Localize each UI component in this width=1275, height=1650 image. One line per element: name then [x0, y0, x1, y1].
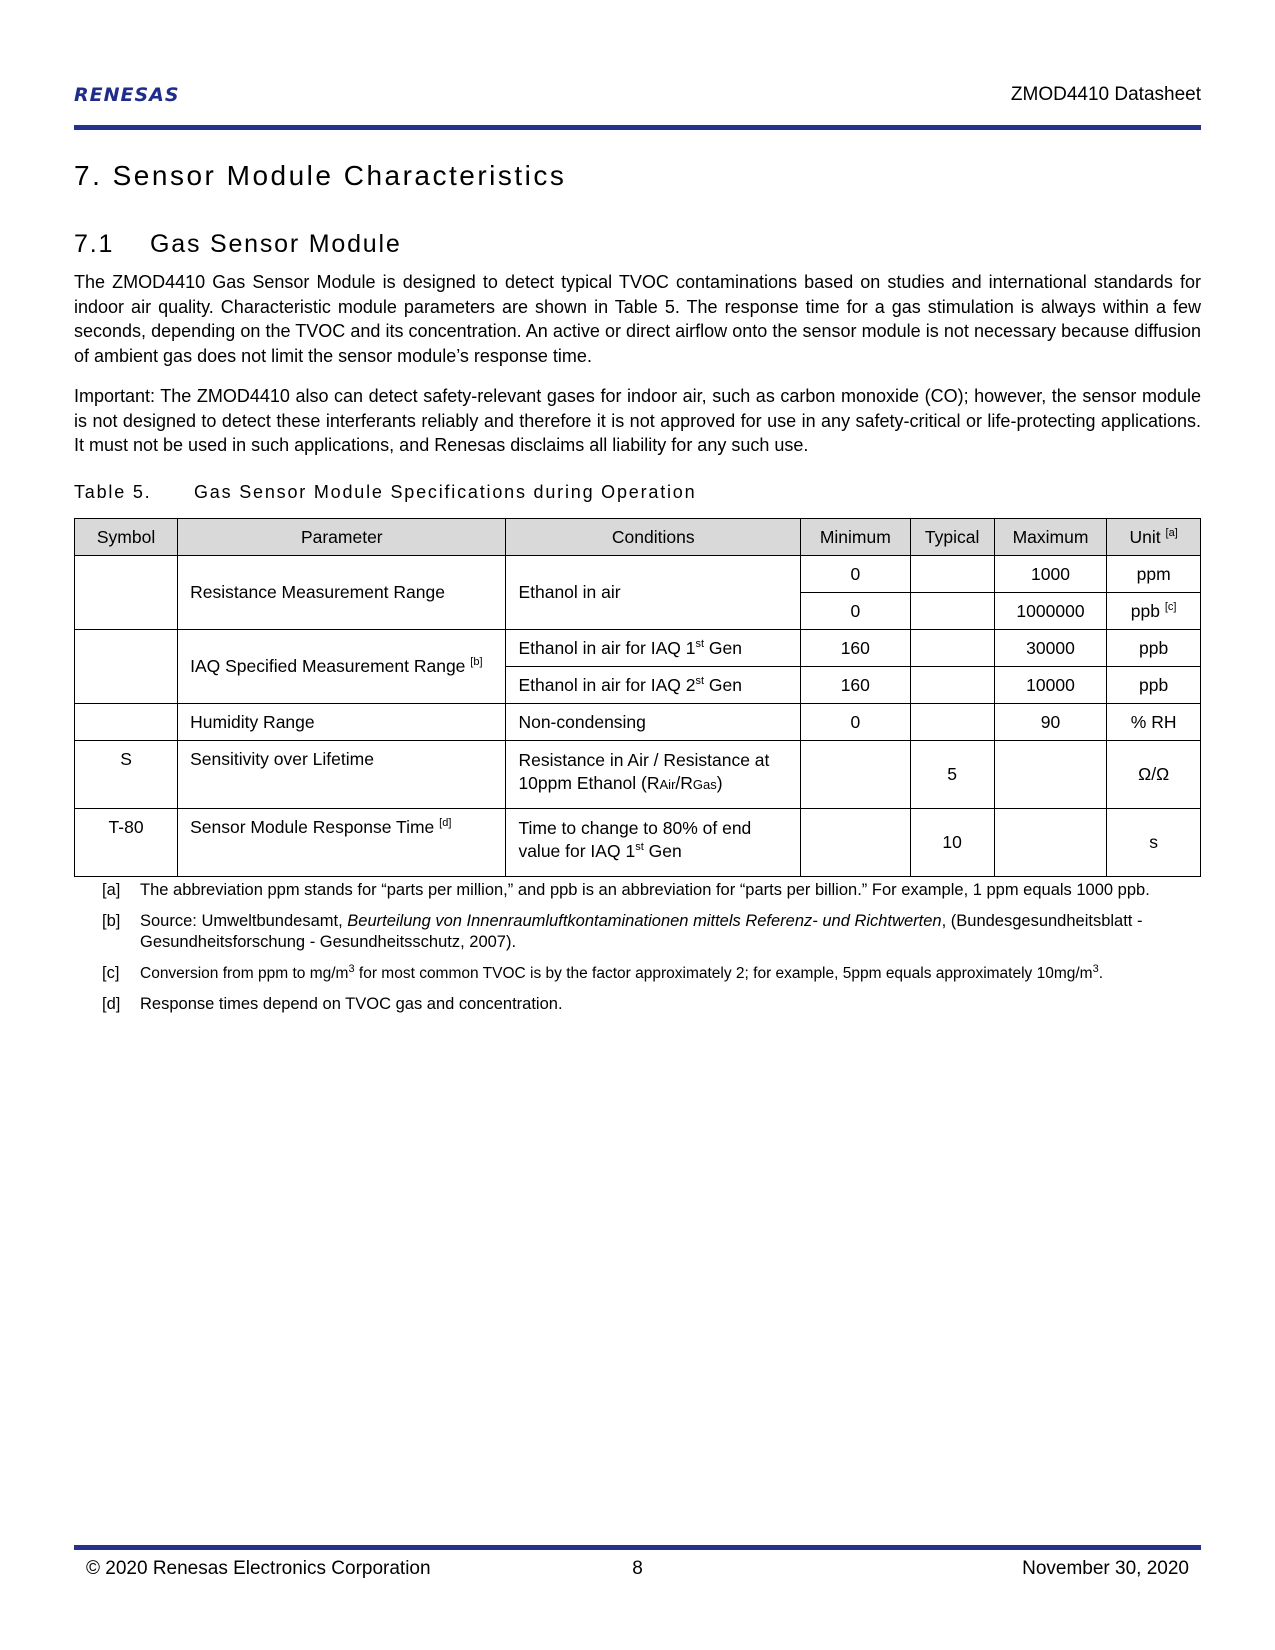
cell-maximum: 1000	[994, 556, 1107, 593]
important-paragraph: Important: The ZMOD4410 also can detect safety-relevant gases for indoor air, such as carbon monoxide (CO); however, the sensor module is not designed to detect these interferants reliably and therefore it is not approved for use in any safety-critical or life-protecting applications. It must not be used in such applications, and Renesas disclaims all liability for any such use.	[74, 386, 1201, 455]
cell-minimum: 0	[801, 704, 910, 741]
footer-date: November 30, 2020	[1022, 1558, 1189, 1579]
note-text	[140, 911, 1162, 953]
note-b-post: , (Bundesgesundheitsblatt - Gesundheitsforschung - Gesundheitsschutz, 2007).	[140, 912, 1143, 951]
header-unit-text: Unit	[1129, 526, 1161, 547]
unit-note: [c]	[1164, 600, 1177, 613]
cell-parameter: Humidity Range	[178, 704, 506, 741]
table-row	[75, 630, 1201, 667]
cell-conditions	[506, 667, 801, 704]
table-caption-number: Table 5.	[74, 482, 152, 502]
conditions-line-2-end: Gen	[643, 841, 682, 861]
note-c-mid: for most common TVOC is by the factor approximately 2; for example, 5ppm equals approximately 10mg/m	[354, 965, 1093, 982]
cell-typical	[910, 593, 994, 630]
note-c-sup: 3	[348, 962, 355, 975]
table-notes	[102, 880, 1162, 1025]
cell-parameter: Resistance Measurement Range	[178, 556, 506, 630]
footer-copyright: © 2020 Renesas Electronics Corporation	[86, 1558, 431, 1579]
conditions-text-end: Gen	[704, 637, 743, 658]
cell-unit: ppb	[1107, 667, 1201, 704]
table-caption	[74, 482, 696, 503]
note-c-sup2: 3	[1092, 962, 1099, 975]
cell-conditions	[506, 741, 801, 809]
subsection-heading	[74, 230, 402, 259]
parameter-text: IAQ Specified Measurement Range	[190, 656, 466, 676]
parameter-text: Sensor Module Response Time	[190, 817, 435, 837]
header-maximum: Maximum	[994, 519, 1107, 556]
cell-unit	[1107, 593, 1201, 630]
conditions-line-2: value for IAQ 1	[518, 841, 636, 861]
section-heading: 7. Sensor Module Characteristics	[74, 160, 567, 191]
conditions-text: Ethanol in air for IAQ 2	[518, 674, 696, 695]
header-conditions: Conditions	[506, 519, 801, 556]
note-b-pre: Source: Umweltbundesamt,	[140, 912, 348, 930]
conditions-sup: st	[635, 841, 644, 854]
note-c-end: .	[1098, 965, 1104, 982]
note-text: Response times depend on TVOC gas and concentration.	[140, 995, 563, 1013]
cell-conditions: Non-condensing	[506, 704, 801, 741]
cell-parameter	[178, 809, 506, 877]
cell-symbol	[75, 556, 178, 630]
note-b-title: Beurteilung von Innenraumluftkontaminationen mittels Referenz- und Richtwerten	[347, 912, 942, 930]
cell-maximum	[994, 809, 1107, 877]
conditions-sub-air: Air	[659, 777, 676, 792]
table-row	[75, 556, 1201, 593]
cell-maximum	[994, 741, 1107, 809]
conditions-text: Ethanol in air for IAQ 1	[518, 637, 696, 658]
note-a	[102, 880, 1162, 901]
cell-minimum	[801, 809, 910, 877]
cell-unit: Ω/Ω	[1107, 741, 1201, 809]
table-header-row	[75, 519, 1201, 556]
cell-maximum: 10000	[994, 667, 1107, 704]
footer-page-number: 8	[632, 1558, 643, 1579]
conditions-sub-gas: Gas	[692, 777, 717, 792]
note-d	[102, 994, 1162, 1015]
cell-symbol	[75, 630, 178, 704]
subsection-number: 7.1	[74, 230, 115, 258]
cell-unit: ppb	[1107, 630, 1201, 667]
note-text: The abbreviation ppm stands for “parts per million,” and ppb is an abbreviation for “parts per billion.” For example, 1 ppm equals 1000 ppb.	[140, 881, 1150, 899]
footer-rule	[74, 1545, 1201, 1550]
note-b	[102, 911, 1162, 953]
cell-minimum	[801, 741, 910, 809]
cell-symbol: S	[75, 741, 178, 809]
cell-typical: 10	[910, 809, 994, 877]
cell-typical	[910, 704, 994, 741]
cell-typical	[910, 556, 994, 593]
document-title: ZMOD4410 Datasheet	[1010, 84, 1201, 105]
cell-conditions: Ethanol in air	[506, 556, 801, 630]
conditions-text-end: Gen	[704, 674, 743, 695]
cell-typical	[910, 630, 994, 667]
conditions-line-2: 10ppm Ethanol (R	[518, 773, 660, 793]
parameter-note: [d]	[439, 817, 452, 830]
note-text	[140, 963, 1162, 984]
table-row	[75, 704, 1201, 741]
unit-text: ppb	[1130, 600, 1160, 621]
note-label: [a]	[102, 881, 121, 899]
cell-symbol	[75, 704, 178, 741]
intro-paragraph: The ZMOD4410 Gas Sensor Module is designed to detect typical TVOC contaminations based on studies and international standards for indoor air quality. Characteristic module parameters are shown in Table 5. The response time for a gas stimulation is always within a few seconds, depending on the TVOC and its concentration. An active or direct airflow onto the sensor module is not necessary because diffusion of ambient gas does not limit the sensor module’s response time.	[74, 272, 1201, 366]
note-label: [b]	[102, 912, 121, 930]
conditions-line-1: Resistance in Air / Resistance at	[518, 750, 770, 770]
cell-minimum: 0	[801, 593, 910, 630]
conditions-end: )	[716, 773, 723, 793]
cell-minimum: 160	[801, 630, 910, 667]
conditions-slash: /R	[675, 773, 693, 793]
cell-maximum: 30000	[994, 630, 1107, 667]
cell-minimum: 160	[801, 667, 910, 704]
note-c-pre: Conversion from ppm to mg/m	[140, 965, 349, 982]
cell-maximum: 90	[994, 704, 1107, 741]
cell-unit: s	[1107, 809, 1201, 877]
cell-typical: 5	[910, 741, 994, 809]
table-row	[75, 809, 1201, 877]
conditions-sup: st	[695, 637, 705, 650]
header-typical: Typical	[910, 519, 994, 556]
note-label: [c]	[102, 964, 120, 982]
header-rule	[74, 125, 1201, 130]
header-parameter: Parameter	[178, 519, 506, 556]
cell-maximum: 1000000	[994, 593, 1107, 630]
table-caption-title: Gas Sensor Module Specifications during Operation	[194, 482, 697, 502]
conditions-sup: st	[695, 674, 705, 687]
note-label: [d]	[102, 995, 121, 1013]
note-c	[102, 963, 1162, 984]
header-minimum: Minimum	[801, 519, 910, 556]
parameter-note: [b]	[470, 656, 483, 669]
header-unit	[1107, 519, 1201, 556]
cell-parameter	[178, 630, 506, 704]
header-symbol: Symbol	[75, 519, 178, 556]
renesas-logo: RENESAS	[74, 84, 180, 106]
cell-conditions	[506, 809, 801, 877]
subsection-title: Gas Sensor Module	[150, 230, 402, 258]
cell-unit: ppm	[1107, 556, 1201, 593]
cell-typical	[910, 667, 994, 704]
spec-table	[74, 518, 1201, 877]
header-unit-note: [a]	[1165, 526, 1178, 539]
cell-symbol: T-80	[75, 809, 178, 877]
cell-conditions	[506, 630, 801, 667]
table-row	[75, 741, 1201, 809]
cell-minimum: 0	[801, 556, 910, 593]
conditions-line-1: Time to change to 80% of end	[518, 818, 752, 838]
cell-parameter: Sensitivity over Lifetime	[178, 741, 506, 809]
cell-unit: % RH	[1107, 704, 1201, 741]
